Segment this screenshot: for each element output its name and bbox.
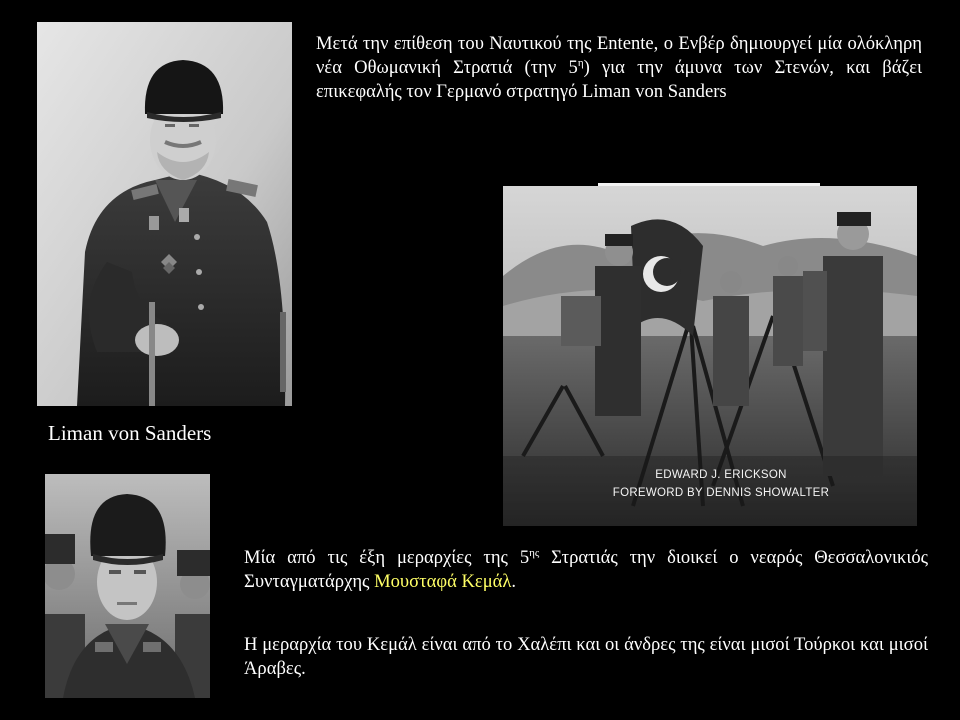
intro-paragraph [316,32,922,104]
kemal-paragraph [244,546,928,594]
liman-von-sanders-photo [37,22,292,406]
ottoman-soldiers-book-cover [503,186,917,526]
intro-text-part1: Μετά την επίθεση του Ναυτικού της Entente, ο Ενβέρ δημιουργεί μία ολόκληρη νέα Οθωμανική Στρατιά (την 5 [316,33,922,78]
mustafa-kemal-photo [45,474,210,698]
book-foreword-text: FOREWORD BY DENNIS SHOWALTER [612,487,830,499]
kemal-text-part1: Μία από τις έξη μεραρχίες της 5 [244,547,530,568]
kemal-superscript: ης [529,547,540,559]
intro-superscript: η [577,57,584,69]
sanders-caption: Liman von Sanders [48,421,212,445]
kemal-name-highlight: Μουσταφά Κεμάλ [374,571,512,592]
book-author-text: EDWARD J. ERICKSON [655,469,787,481]
division-paragraph: Η μεραρχία του Κεμάλ είναι από το Χαλέπι και οι άνδρες της είναι μισοί Τούρκοι και μισοί Άραβες. [244,634,928,679]
kemal-text-part2: Στρατιάς την διοικεί ο νεαρός Θεσσαλονικιός Συνταγματάρχης [244,547,928,592]
kemal-text-part3: . [511,571,517,592]
intro-text-part2: ) για την άμυνα των Στενών, και βάζει επικεφαλής τον Γερμανό στρατηγό Liman von Sanders [316,57,923,102]
